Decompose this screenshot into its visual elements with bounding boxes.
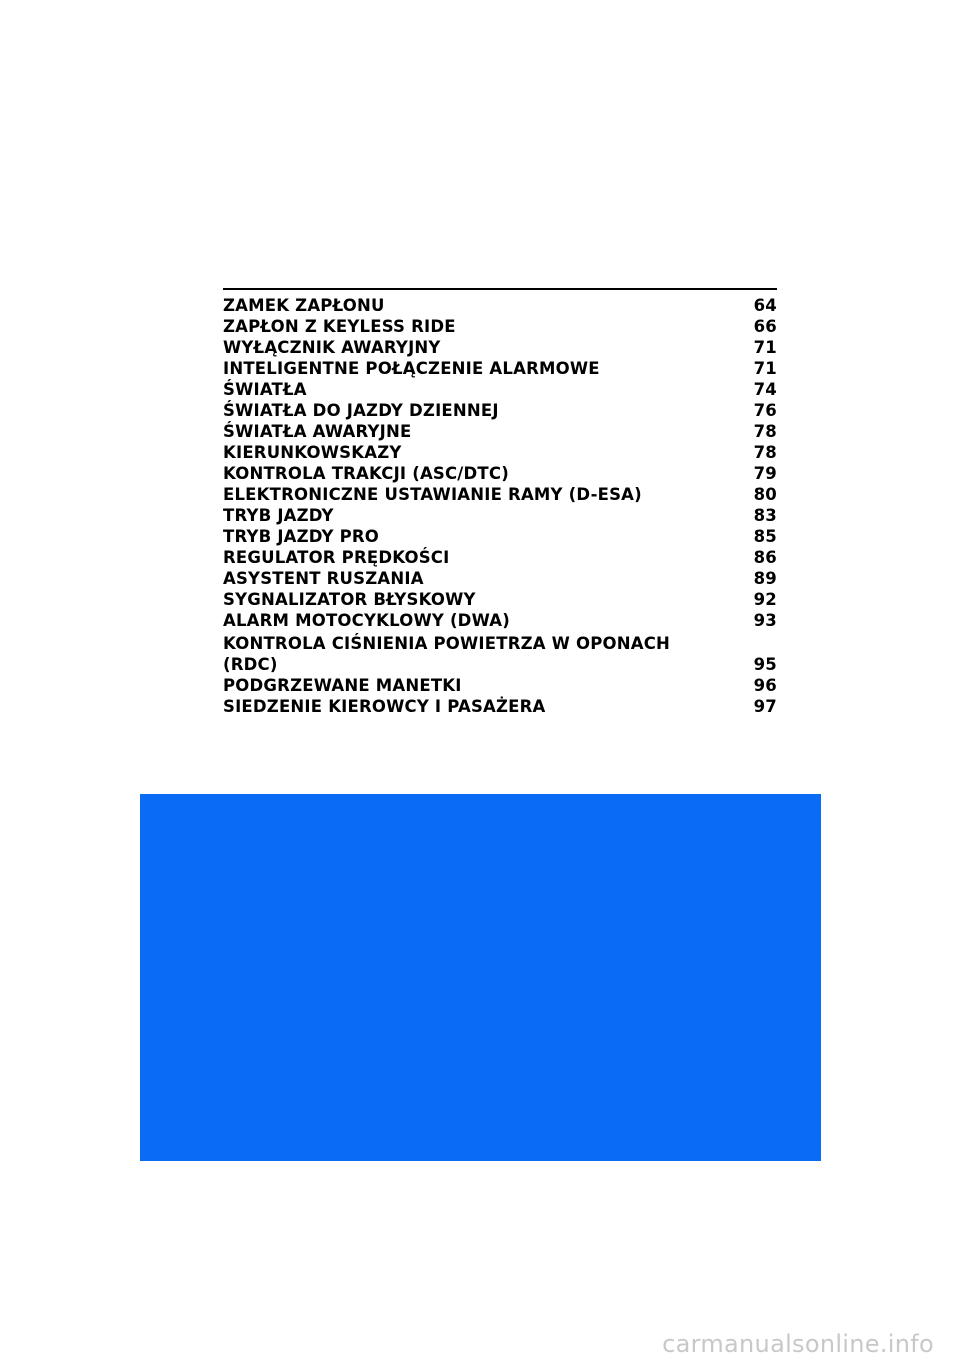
toc-entry-kierunkowskazy[interactable]: [223, 442, 777, 463]
toc-entry-page: 64: [753, 296, 777, 315]
toc-list: [223, 295, 777, 717]
toc-entry-inteligentne-polaczenie-alarmowe[interactable]: [223, 358, 777, 379]
toc-entry-page: 93: [753, 611, 777, 630]
toc-entry-wylacznik-awaryjny[interactable]: [223, 337, 777, 358]
toc-entry-swiatla-do-jazdy-dziennej[interactable]: [223, 400, 777, 421]
toc-entry-label: TRYB JAZDY PRO: [223, 527, 380, 546]
toc-entry-asystent-ruszania[interactable]: [223, 568, 777, 589]
toc-entry-label: KIERUNKOWSKAZY: [223, 443, 402, 462]
toc-entry-page: 86: [753, 548, 777, 567]
toc-entry-label: INTELIGENTNE POŁĄCZENIE ALARMOWE: [223, 359, 600, 378]
toc-entry-page: 78: [753, 443, 777, 462]
toc-entry-label: ŚWIATŁA DO JAZDY DZIENNEJ: [223, 401, 499, 420]
toc-entry-label: ELEKTRONICZNE USTAWIANIE RAMY (D-ESA): [223, 485, 642, 504]
toc-entry-label: TRYB JAZDY: [223, 506, 334, 525]
toc-entry-page: 66: [753, 317, 777, 336]
toc-entry-label: KONTROLA CIŚNIENIA POWIETRZA W OPONACH (RDC): [223, 634, 671, 674]
toc-entry-page: 71: [753, 338, 777, 357]
toc-entry-label: ALARM MOTOCYKLOWY (DWA): [223, 611, 510, 630]
toc-entry-page: 76: [753, 401, 777, 420]
toc-entry-label: REGULATOR PRĘDKOŚCI: [223, 548, 450, 567]
toc-entry-swiatla[interactable]: [223, 379, 777, 400]
toc-entry-regulator-predkosci[interactable]: [223, 547, 777, 568]
toc-entry-alarm-motocyklowy[interactable]: [223, 610, 777, 631]
toc-entry-page: 83: [753, 506, 777, 525]
toc-entry-zaplon-keyless-ride[interactable]: [223, 316, 777, 337]
toc-entry-elektroniczne-ustawianie-ramy[interactable]: [223, 484, 777, 505]
watermark: carmanualsonline.info: [662, 1330, 934, 1358]
toc-entry-page: 97: [753, 697, 777, 716]
toc-entry-label: ŚWIATŁA: [223, 380, 307, 399]
toc-entry-page: 92: [753, 590, 777, 609]
toc-entry-page: 80: [753, 485, 777, 504]
toc-entry-label: ZAPŁON Z KEYLESS RIDE: [223, 317, 456, 336]
toc-entry-label: KONTROLA TRAKCJI (ASC/DTC): [223, 464, 509, 483]
top-divider: [223, 288, 777, 290]
toc-entry-tryb-jazdy-pro[interactable]: [223, 526, 777, 547]
toc-entry-podgrzewane-manetki[interactable]: [223, 675, 777, 696]
toc-entry-kontrola-trakcji[interactable]: [223, 463, 777, 484]
toc-entry-label: ZAMEK ZAPŁONU: [223, 296, 385, 315]
blue-panel: [140, 794, 821, 1161]
toc-entry-label: WYŁĄCZNIK AWARYJNY: [223, 338, 441, 357]
toc-entry-swiatla-awaryjne[interactable]: [223, 421, 777, 442]
toc-entry-page: 89: [753, 569, 777, 588]
toc-entry-page: 78: [753, 422, 777, 441]
toc-entry-page: 95: [753, 655, 777, 674]
toc-entry-page: 96: [753, 676, 777, 695]
toc-entry-sygnalizator-blyskowy[interactable]: [223, 589, 777, 610]
toc-entry-label: ŚWIATŁA AWARYJNE: [223, 422, 412, 441]
toc-entry-label: SIEDZENIE KIEROWCY I PASAŻERA: [223, 697, 546, 716]
toc-entry-page: 79: [753, 464, 777, 483]
toc-entry-label: ASYSTENT RUSZANIA: [223, 569, 424, 588]
toc-entry-zamek-zaplonu[interactable]: [223, 295, 777, 316]
toc-entry-kontrola-cisnienia[interactable]: [223, 633, 777, 675]
table-of-contents: [223, 288, 777, 717]
toc-entry-page: 71: [753, 359, 777, 378]
toc-entry-label: SYGNALIZATOR BŁYSKOWY: [223, 590, 476, 609]
toc-entry-tryb-jazdy[interactable]: [223, 505, 777, 526]
toc-entry-page: 74: [753, 380, 777, 399]
toc-entry-page: 85: [753, 527, 777, 546]
toc-entry-siedzenie-kierowcy[interactable]: [223, 696, 777, 717]
toc-entry-label: PODGRZEWANE MANETKI: [223, 676, 462, 695]
